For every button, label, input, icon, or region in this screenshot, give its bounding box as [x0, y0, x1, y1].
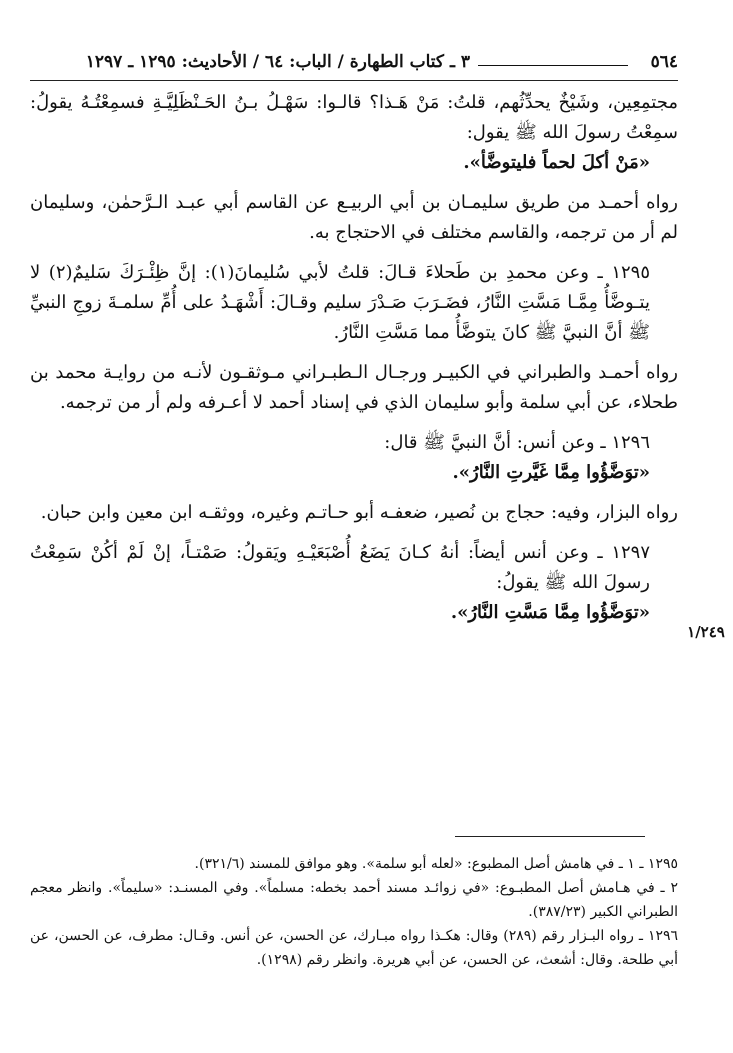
hadith-quote: «توَضَّؤُوا مِمَّا مَسَّتِ النَّارُ». [450, 602, 650, 623]
running-header [30, 50, 678, 78]
main-text [30, 88, 678, 628]
paragraph-gap [30, 178, 678, 188]
body-paragraph: مجتمِعِين، وشَيْخٌ يحدِّثُهم، قلتُ: مَنْ هَـذا؟ قالـوا: سَهْـلُ بـنُ الحَـنْظَلِيَّـةِ فسمِعْتُـهُ يقولُ: سمِعْتُ رسولَ الله ﷺ يقول: [30, 92, 678, 143]
hadith-1296: ١٢٩٦ ـ وعن أنس: أنَّ النبيَّ ﷺ قال: [384, 432, 650, 453]
page-number: ٥٦٤ [650, 52, 678, 72]
hadith-quote: «مَنْ أكلَ لحماً فليتوضَّأ». [463, 152, 650, 173]
footnote: ١٢٩٦ ـ رواه البـزار رقم (٢٨٩) وقال: هكـذا رواه مبـارك، عن الحسن، عن أنس. وقـال: مطرف، عن الحسن، عن أبي طلحة. وقال: أشعث، عن الحسن، عن أبي هريرة. وانظر رقم (١٢٩٨). [30, 928, 679, 968]
paragraph-gap [30, 488, 678, 498]
running-title: ٣ ـ كتاب الطهارة / الباب: ٦٤ / الأحاديث: ١٢٩٥ ـ ١٢٩٧ [85, 52, 470, 72]
body-paragraph: رواه أحمـد والطبراني في الكبيـر ورجـال الـطبـراني مـوثقـون لأنـه من روايـة محمد بن طحلاء، عن أبي سلمة وأبو سليمان الذي في إسناد أحمد لا أعـرفه ولم أر من ترجمه. [30, 362, 678, 413]
paragraph-gap [30, 418, 678, 428]
hadith-1295: ١٢٩٥ ـ وعن محمدِ بن طَحلاءَ قـالَ: قلتُ لأبي سُليمانَ(١): إنَّ ظِئْـرَكَ سَليمٌ(٢) لا يتـوضَّأُ مِمَّـا مَسَّتِ النَّارُ، فضَـرَبَ صَـدْرَ سليم وقـالَ: أَشْهَـدُ على أُمِّ سلمـةَ زوجِ النبيِّ ﷺ أنَّ النبيَّ ﷺ كانَ يتوضَّأُ مما مَسَّتِ النَّارُ. [30, 262, 650, 343]
paragraph-gap [30, 528, 678, 538]
margin-reference: ١/٢٤٩ [687, 623, 725, 641]
paragraph-gap [30, 348, 678, 358]
footnote: ٢ ـ في هـامش أصل المطبـوع: «في زوائـد مسند أحمد بخطه: مسلماً». وفي المسنـد: «سليماً». وانظر معجم الطبراني الكبير (٣٨٧/٢٣). [30, 880, 678, 920]
header-rule-segment [478, 65, 628, 66]
body-paragraph: رواه البزار، وفيه: حجاج بن نُصير، ضعفـه أبو حـاتـم وغيره، ووثقـه ابن معين وابن حبان. [40, 502, 678, 523]
header-divider [30, 80, 678, 81]
body-paragraph: رواه أحمـد من طريق سليمـان بن أبي الربيـع عن القاسم أبي عبـد الـرَّحمٰن، وسليمان لم أر من ترجمه، والقاسم مختلف في الاحتجاج به. [30, 192, 678, 243]
footnotes [30, 852, 678, 972]
footnote: ١٢٩٥ ـ ١ ـ في هامش أصل المطبوع: «لعله أبو سلمة». وهو موافق للمسند (٣٢١/٦). [194, 856, 678, 872]
hadith-quote: «توَضَّؤُوا مِمَّا غَيَّرتِ النَّارُ». [452, 462, 650, 483]
paragraph-gap [30, 248, 678, 258]
footnote-rule [455, 836, 645, 837]
hadith-1297: ١٢٩٧ ـ وعن أنس أيضاً: أنهُ كـانَ يَضَعُ أُصْبَعَيْـهِ ويَقولُ: صَمْتـاً، إنْ لَمْ أكُنْ سَمِعْتُ رسولَ الله ﷺ يقولُ: [30, 542, 650, 593]
